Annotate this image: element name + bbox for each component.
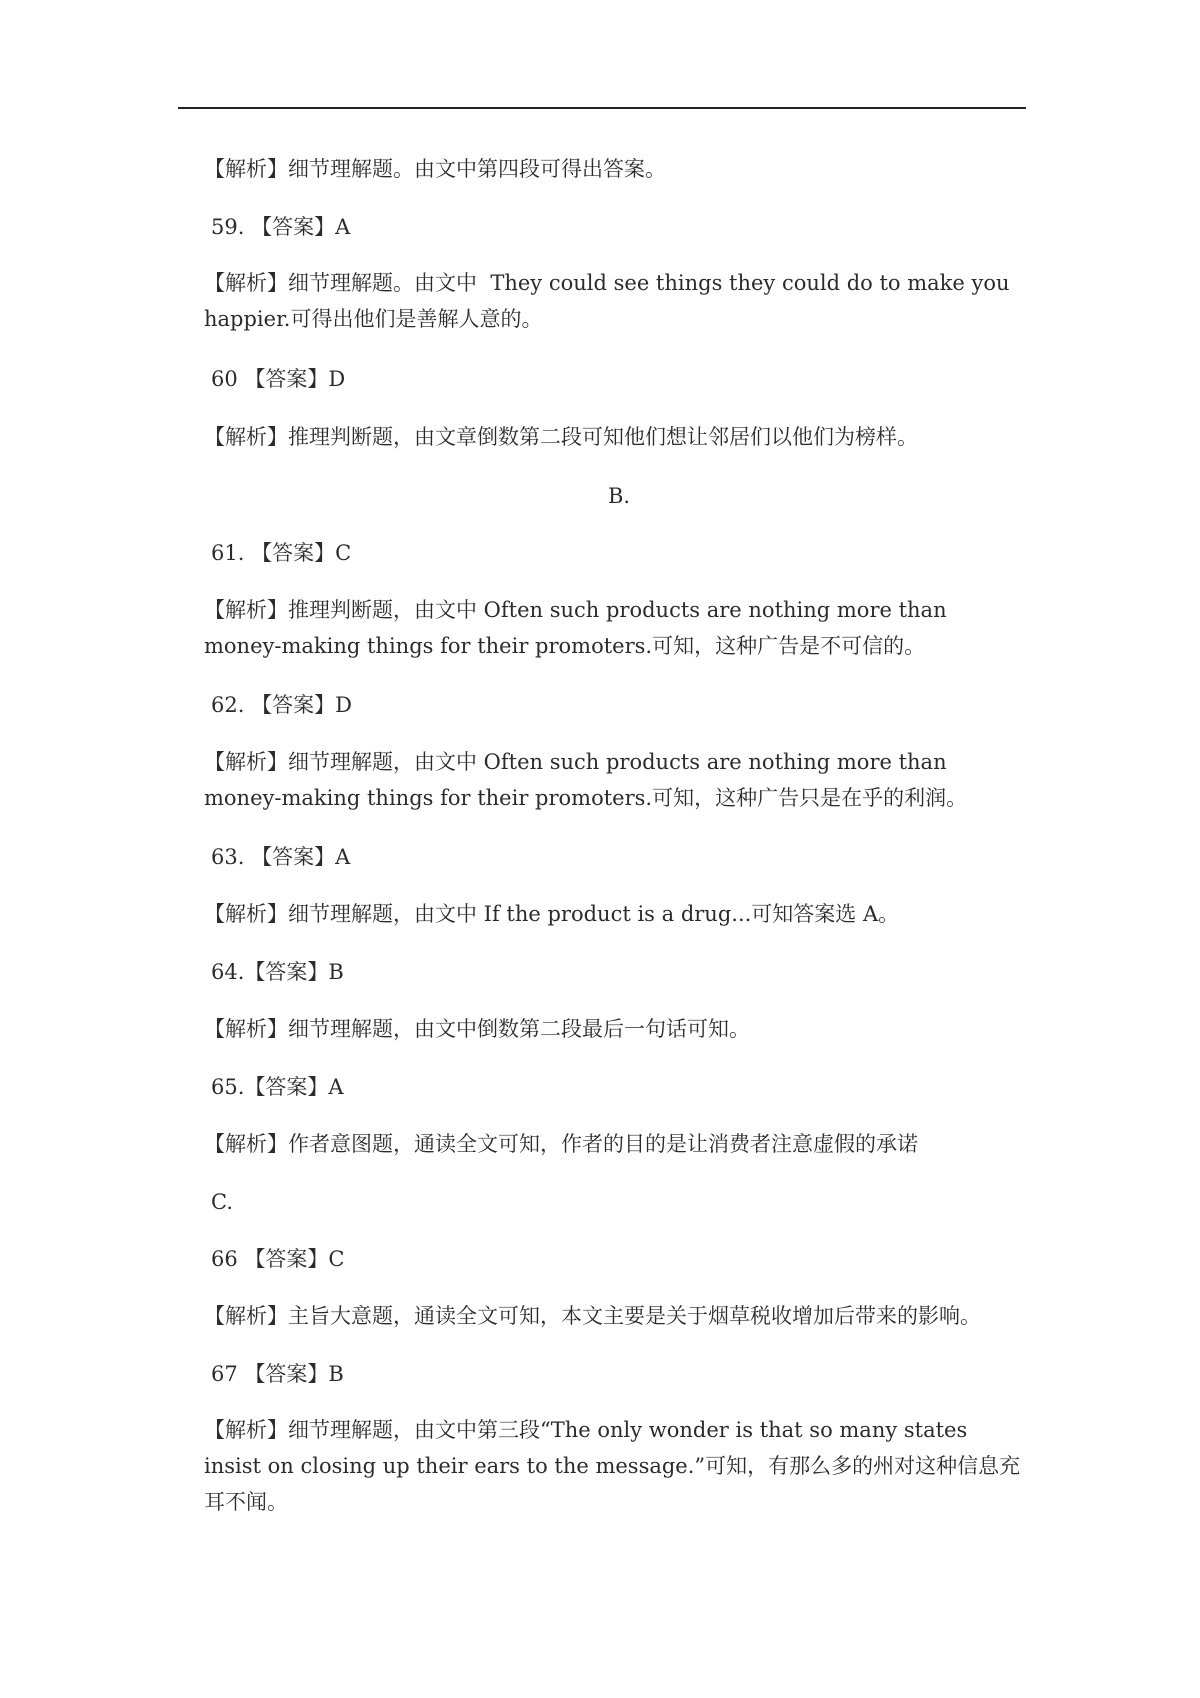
answer-line: 60 【答案】D xyxy=(211,367,346,391)
explanation-line: 【解析】推理判断题，由文中 Often such products are nothing more than money-making things for their promoters.可知，这种广告是不可信的。 xyxy=(204,598,954,658)
explanation-line: 【解析】细节理解题。由文中第四段可得出答案。 xyxy=(204,157,666,181)
answer-line: 64.【答案】B xyxy=(211,960,344,984)
explanation-line: 【解析】细节理解题，由文中倒数第二段最后一句话可知。 xyxy=(204,1017,750,1041)
explanation-line: 【解析】细节理解题。由文中 They could see things they could do to make you happier.可得出他们是善解人意的。 xyxy=(204,271,1017,331)
section-heading: C. xyxy=(211,1190,233,1214)
explanation-line: 【解析】细节理解题，由文中第三段“The only wonder is that so many states insist on closing up their ears to the message.”可知，有那么多的州对这种信息充耳不闻。 xyxy=(204,1418,1021,1514)
explanation-line: 【解析】细节理解题，由文中 If the product is a drug...可知答案选 A。 xyxy=(204,902,900,926)
explanation-line: 【解析】主旨大意题，通读全文可知，本文主要是关于烟草税收增加后带来的影响。 xyxy=(204,1304,981,1328)
answer-line: 67 【答案】B xyxy=(211,1362,344,1386)
explanation-line: 【解析】作者意图题，通读全文可知，作者的目的是让消费者注意虚假的承诺 xyxy=(204,1132,918,1156)
explanation-line: 【解析】推理判断题，由文章倒数第二段可知他们想让邻居们以他们为榜样。 xyxy=(204,425,918,449)
answer-line: 62. 【答案】D xyxy=(211,693,352,717)
answer-line: 59. 【答案】A xyxy=(211,215,351,239)
header-rule xyxy=(178,107,1026,109)
answer-line: 65.【答案】A xyxy=(211,1075,344,1099)
answer-line: 63. 【答案】A xyxy=(211,845,351,869)
answer-line: 66 【答案】C xyxy=(211,1247,345,1271)
explanation-line: 【解析】细节理解题，由文中 Often such products are nothing more than money-making things for their promoters.可知，这种广告只是在乎的利润。 xyxy=(204,750,968,810)
section-heading: B. xyxy=(607,484,631,508)
answer-line: 61. 【答案】C xyxy=(211,541,352,565)
